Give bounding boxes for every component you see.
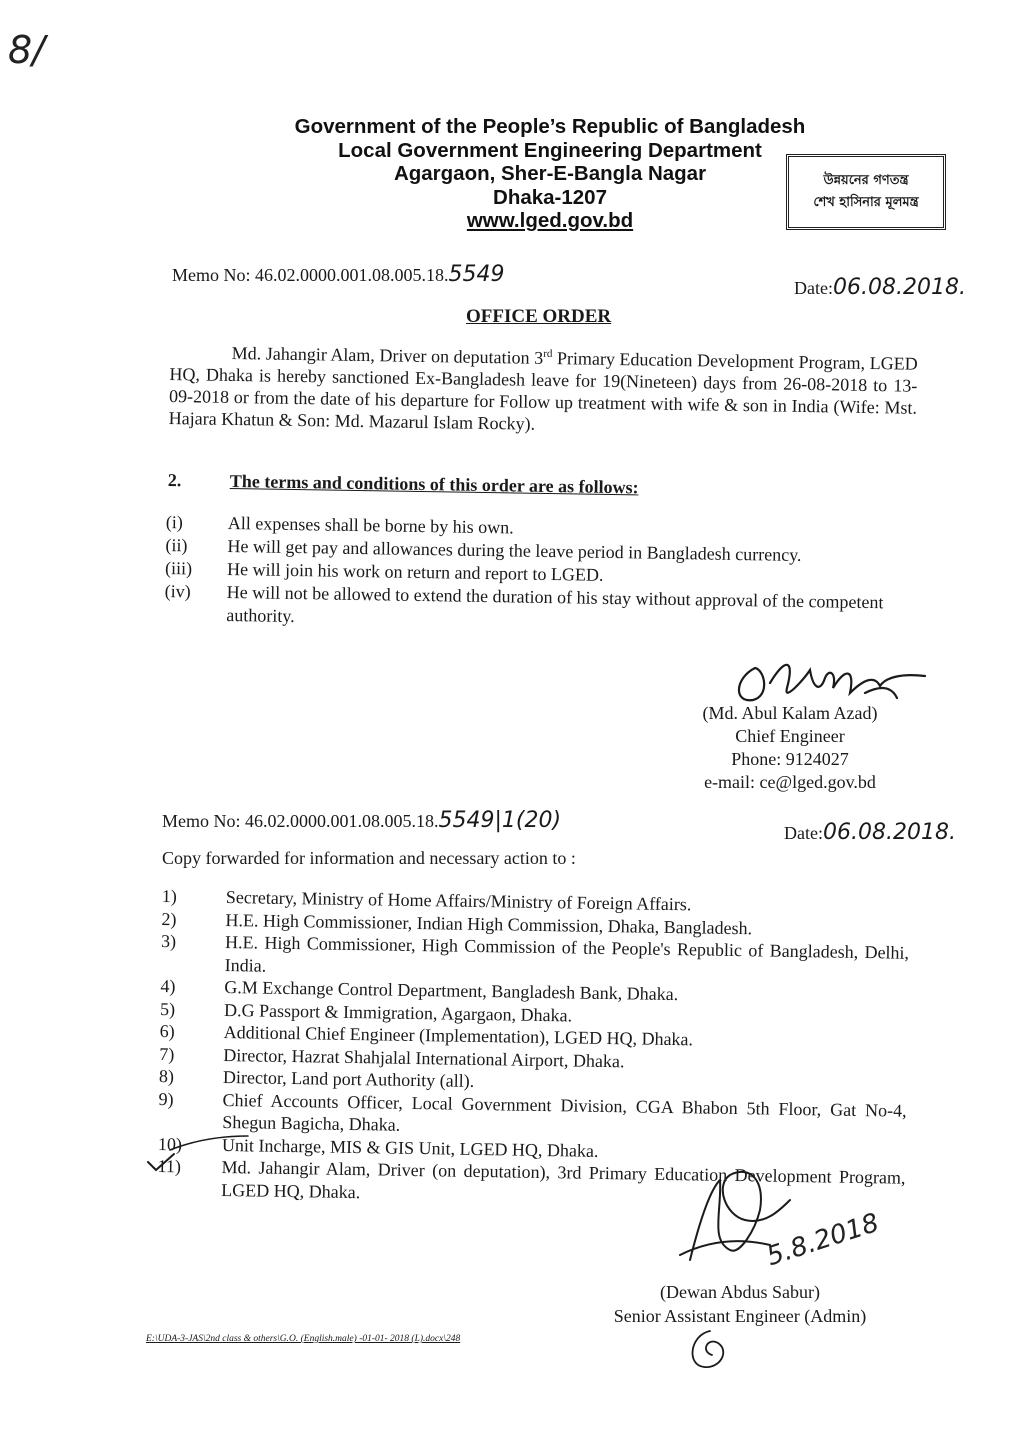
signatory2-name: (Dewan Abdus Sabur): [660, 1282, 820, 1302]
recipient-text: H.E. High Commissioner, Indian High Commission, Dhaka, Bangladesh.: [225, 909, 753, 938]
signatory2-designation: Senior Assistant Engineer (Admin): [613, 1306, 867, 1326]
order-body-paragraph: [169, 337, 918, 441]
letterhead-line-city: Dhaka-1207: [493, 185, 607, 209]
recipient-text: G.M Exchange Control Department, Bangladesh Bank, Dhaka.: [224, 976, 679, 1005]
recipient-index: 11): [157, 1155, 182, 1177]
terms-item-text: He will join his work on return and report to LGED.: [226, 558, 604, 585]
terms-list: [164, 511, 916, 638]
signatory-email: e-mail: ce@lged.gov.bd: [704, 772, 876, 792]
recipient-index: 4): [160, 975, 176, 997]
letterhead: [260, 115, 840, 233]
recipient-index: 8): [158, 1065, 175, 1087]
memo-handwritten-date: 06.08.2018.: [832, 275, 966, 300]
handwritten-sign-date: 5.8.2018: [763, 1207, 883, 1273]
terms-item-text: He will get pay and allowances during the leave period in Bangladesh currency.: [227, 535, 802, 565]
recipient-text: H.E. High Commissioner, High Commission of the People's Republic of Bangladesh, Delhi, India.: [224, 931, 910, 976]
recipient-text: D.G Passport & Immigration, Agargaon, Dhaka.: [223, 999, 573, 1025]
recipient-text: Secretary, Ministry of Home Affairs/Ministry of Foreign Affairs.: [225, 887, 692, 915]
letterhead-website: www.lged.gov.bd: [466, 209, 634, 232]
recipient-text: Unit Incharge, MIS & GIS Unit, LGED HQ, Dhaka.: [221, 1134, 599, 1161]
letterhead-line-department: Local Government Engineering Department: [338, 138, 762, 162]
terms-item-text: All expenses shall be borne by his own.: [227, 512, 514, 538]
slogan-line-1: উন্নয়নের গণতন্ত্র: [823, 173, 909, 188]
terms-item-index: (iv): [164, 580, 191, 602]
signatory-phone: Phone: 9124027: [731, 749, 849, 769]
signatory-name: (Md. Abul Kalam Azad): [702, 703, 878, 723]
corner-handwritten-mark: 8/: [8, 28, 45, 72]
terms-item-text: He will not be allowed to extend the duration of his stay without approval of the competent authority.: [226, 581, 884, 627]
memo2-date-label: Date:: [784, 823, 823, 843]
letterhead-line-address: Agargaon, Sher-E-Bangla Nagar: [393, 162, 707, 185]
checkmark-icon: [140, 1128, 250, 1178]
terms-item-index: (i): [165, 511, 183, 533]
memo2-handwritten-number: 5549|1(20): [438, 808, 562, 833]
signatory-block-chief-engineer: [640, 702, 940, 794]
memo-number-line: [172, 262, 505, 287]
terms-item-index: (iii): [164, 557, 193, 579]
recipient-index: 5): [159, 998, 176, 1019]
recipient-text: Additional Chief Engineer (Implementation), LGED HQ, Dhaka.: [223, 1021, 694, 1050]
memo2-date-line: [784, 820, 956, 845]
recipient-index: 10): [157, 1133, 183, 1154]
terms-heading: [168, 470, 908, 503]
signatory-designation: Chief Engineer: [735, 726, 845, 746]
memo-handwritten-number: 5549: [448, 262, 505, 287]
terms-item-index: (ii): [165, 534, 188, 556]
memo-label: Memo No: 46.02.0000.001.08.005.18.: [172, 265, 449, 285]
recipient-index: 1): [161, 885, 177, 907]
memo2-handwritten-date: 06.08.2018.: [822, 820, 956, 845]
signatory-block-senior-assistant-engineer: [585, 1280, 895, 1328]
recipient-index: 9): [158, 1088, 174, 1109]
recipient-text: Director, Hazrat Shahjalal International Airport, Dhaka.: [223, 1044, 625, 1071]
terms-heading-number: 2.: [167, 470, 182, 491]
body-superscript: rd: [543, 347, 553, 361]
body-text-part2: Primary Education Development Program, LGED HQ, Dhaka is hereby sanctioned Ex-Bangladesh leave for 19(Nineteen) days from 26-08-2018 to 13-09-2018 or from the date of his departure for Follow up treatment with wife & son in India (Wife: Mst. Hajara Khatun & Son: Md. Mazarul Islam Rocky).: [168, 348, 918, 434]
slogan-box: [786, 154, 946, 230]
office-order-title: OFFICE ORDER: [466, 306, 612, 327]
recipient-index: 7): [159, 1043, 175, 1064]
recipient-index: 2): [161, 908, 177, 929]
copy-forwarded-line: Copy forwarded for information and necessary action to :: [162, 848, 576, 868]
recipient-index: 6): [159, 1020, 175, 1042]
body-text-part1: Md. Jahangir Alam, Driver on deputation 3: [231, 342, 544, 368]
initials-mark: [680, 1325, 740, 1375]
recipient-text: Md. Jahangir Alam, Driver (on deputation), 3rd Primary Education Development Program, LGED HQ, Dhaka.: [221, 1156, 906, 1202]
memo2-number-line: [162, 808, 561, 833]
memo2-label: Memo No: 46.02.0000.001.08.005.18.: [162, 811, 439, 831]
memo-date-line: [794, 275, 966, 300]
slogan-line-2: শেখ হাসিনার মূলমন্ত্র: [813, 195, 919, 210]
date-label: Date:: [794, 278, 833, 298]
terms-heading-text: The terms and conditions of this order are as follows:: [229, 470, 639, 498]
recipient-text: Director, Land port Authority (all).: [222, 1066, 475, 1091]
letterhead-line-government: Government of the People’s Republic of Bangladesh: [294, 115, 806, 138]
recipient-index: 3): [160, 930, 177, 952]
file-path-footer: E:\UDA-3-JAS\2nd class & others\G.O. (English.male) -01-01- 2018 (L).docx\248: [146, 1334, 461, 1344]
recipient-text: Chief Accounts Officer, Local Government Division, CGA Bhabon 5th Floor, Gat No-4, Shegun Bagicha, Dhaka.: [222, 1089, 907, 1135]
